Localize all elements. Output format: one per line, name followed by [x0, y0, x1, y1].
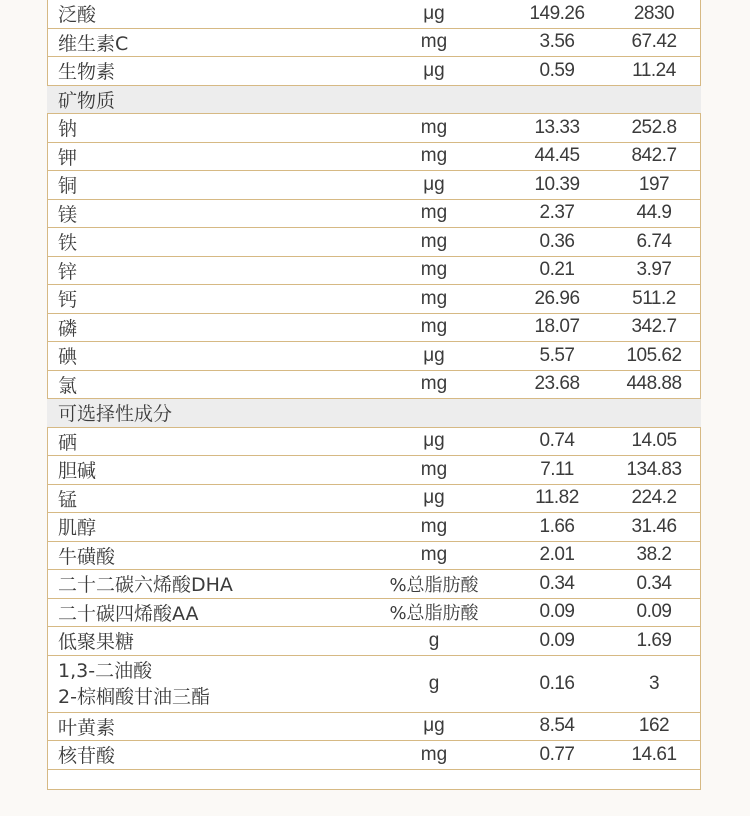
value-per-100g: 2830 — [607, 0, 701, 28]
unit-cell: μg — [361, 57, 507, 86]
unit-cell: mg — [361, 142, 507, 171]
unit-cell: μg — [361, 0, 507, 28]
value-per-100g: 1.69 — [607, 627, 701, 656]
nutrient-name: 铜 — [47, 171, 361, 200]
section-title: 可选择性成分 — [47, 399, 701, 428]
nutrition-table-body — [47, 0, 701, 769]
value-per-100kj: 26.96 — [507, 285, 607, 314]
unit-cell: mg — [361, 256, 507, 285]
table-row — [47, 199, 701, 228]
table-row — [47, 171, 701, 200]
unit-cell: mg — [361, 513, 507, 542]
value-per-100g: 3.97 — [607, 256, 701, 285]
value-per-100kj: 0.09 — [507, 627, 607, 656]
nutrient-name: 低聚果糖 — [47, 627, 361, 656]
value-per-100g: 3 — [607, 655, 701, 712]
table-row — [47, 0, 701, 28]
nutrient-name: 氯 — [47, 370, 361, 399]
unit-cell: mg — [361, 28, 507, 57]
nutrient-name: 牛磺酸 — [47, 541, 361, 570]
unit-cell: mg — [361, 541, 507, 570]
table-row — [47, 513, 701, 542]
nutrient-name: 胆碱 — [47, 456, 361, 485]
value-per-100g: 67.42 — [607, 28, 701, 57]
table-row — [47, 228, 701, 257]
value-per-100g: 6.74 — [607, 228, 701, 257]
unit-cell: μg — [361, 427, 507, 456]
unit-cell: mg — [361, 370, 507, 399]
unit-cell: mg — [361, 313, 507, 342]
table-row — [47, 627, 701, 656]
value-per-100g: 448.88 — [607, 370, 701, 399]
nutrient-name: 硒 — [47, 427, 361, 456]
value-per-100kj: 2.37 — [507, 199, 607, 228]
unit-cell: μg — [361, 484, 507, 513]
value-per-100kj: 13.33 — [507, 114, 607, 143]
nutrient-name: 磷 — [47, 313, 361, 342]
nutrient-name-line-2: 2-棕榈酸甘油三酯 — [58, 685, 210, 708]
value-per-100kj: 0.34 — [507, 570, 607, 599]
nutrient-name: 锰 — [47, 484, 361, 513]
table-row — [47, 541, 701, 570]
value-per-100g: 252.8 — [607, 114, 701, 143]
value-per-100kj: 0.59 — [507, 57, 607, 86]
nutrient-name — [47, 655, 361, 712]
unit-cell: %总脂肪酸 — [361, 598, 507, 627]
value-per-100kj: 1.66 — [507, 513, 607, 542]
nutrient-name: 钾 — [47, 142, 361, 171]
table-row — [47, 342, 701, 371]
value-per-100g: 11.24 — [607, 57, 701, 86]
value-per-100g: 162 — [607, 712, 701, 741]
value-per-100g: 105.62 — [607, 342, 701, 371]
table-row — [47, 370, 701, 399]
value-per-100g: 14.05 — [607, 427, 701, 456]
table-row — [47, 285, 701, 314]
table-row — [47, 712, 701, 741]
unit-cell: mg — [361, 456, 507, 485]
section-header-row — [47, 85, 701, 114]
nutrient-name: 锌 — [47, 256, 361, 285]
value-per-100g: 0.34 — [607, 570, 701, 599]
nutrient-name: 生物素 — [47, 57, 361, 86]
table-row — [47, 741, 701, 770]
table-row — [47, 28, 701, 57]
nutrient-name: 核苷酸 — [47, 741, 361, 770]
value-per-100g: 44.9 — [607, 199, 701, 228]
table-row — [47, 256, 701, 285]
value-per-100kj: 10.39 — [507, 171, 607, 200]
nutrient-name: 镁 — [47, 199, 361, 228]
nutrient-name: 泛酸 — [47, 0, 361, 28]
table-row — [47, 427, 701, 456]
value-per-100g: 38.2 — [607, 541, 701, 570]
table-row — [47, 655, 701, 712]
unit-cell: μg — [361, 342, 507, 371]
unit-cell: %总脂肪酸 — [361, 570, 507, 599]
nutrient-name: 二十碳四烯酸AA — [47, 598, 361, 627]
section-header-row — [47, 399, 701, 428]
nutrient-name: 肌醇 — [47, 513, 361, 542]
value-per-100g: 224.2 — [607, 484, 701, 513]
unit-cell: mg — [361, 285, 507, 314]
value-per-100kj: 23.68 — [507, 370, 607, 399]
value-per-100kj: 0.09 — [507, 598, 607, 627]
table-row — [47, 598, 701, 627]
value-per-100kj: 0.21 — [507, 256, 607, 285]
value-per-100kj: 149.26 — [507, 0, 607, 28]
value-per-100kj: 0.36 — [507, 228, 607, 257]
value-per-100kj: 0.16 — [507, 655, 607, 712]
nutrition-table — [47, 0, 701, 770]
nutrient-name: 二十二碳六烯酸DHA — [47, 570, 361, 599]
value-per-100kj: 3.56 — [507, 28, 607, 57]
value-per-100kj: 2.01 — [507, 541, 607, 570]
value-per-100g: 134.83 — [607, 456, 701, 485]
unit-cell: mg — [361, 114, 507, 143]
value-per-100g: 511.2 — [607, 285, 701, 314]
unit-cell: g — [361, 627, 507, 656]
value-per-100kj: 8.54 — [507, 712, 607, 741]
nutrient-name: 碘 — [47, 342, 361, 371]
unit-cell: mg — [361, 228, 507, 257]
value-per-100kj: 0.74 — [507, 427, 607, 456]
value-per-100kj: 5.57 — [507, 342, 607, 371]
value-per-100kj: 11.82 — [507, 484, 607, 513]
value-per-100kj: 0.77 — [507, 741, 607, 770]
value-per-100g: 197 — [607, 171, 701, 200]
section-title: 矿物质 — [47, 85, 701, 114]
table-row — [47, 570, 701, 599]
unit-cell: μg — [361, 712, 507, 741]
nutrient-name: 叶黄素 — [47, 712, 361, 741]
nutrient-name: 钠 — [47, 114, 361, 143]
value-per-100g: 842.7 — [607, 142, 701, 171]
nutrient-name: 维生素C — [47, 28, 361, 57]
unit-cell: mg — [361, 741, 507, 770]
unit-cell: μg — [361, 171, 507, 200]
table-row — [47, 484, 701, 513]
table-row — [47, 313, 701, 342]
value-per-100g: 0.09 — [607, 598, 701, 627]
value-per-100g: 14.61 — [607, 741, 701, 770]
value-per-100kj: 44.45 — [507, 142, 607, 171]
nutrient-name-line-1: 1,3-二油酸 — [58, 659, 153, 682]
value-per-100kj: 7.11 — [507, 456, 607, 485]
nutrient-name: 铁 — [47, 228, 361, 257]
value-per-100kj: 18.07 — [507, 313, 607, 342]
unit-cell: g — [361, 655, 507, 712]
table-row — [47, 57, 701, 86]
table-row — [47, 114, 701, 143]
unit-cell: mg — [361, 199, 507, 228]
table-row — [47, 456, 701, 485]
nutrient-name: 钙 — [47, 285, 361, 314]
value-per-100g: 342.7 — [607, 313, 701, 342]
value-per-100g: 31.46 — [607, 513, 701, 542]
table-row — [47, 142, 701, 171]
